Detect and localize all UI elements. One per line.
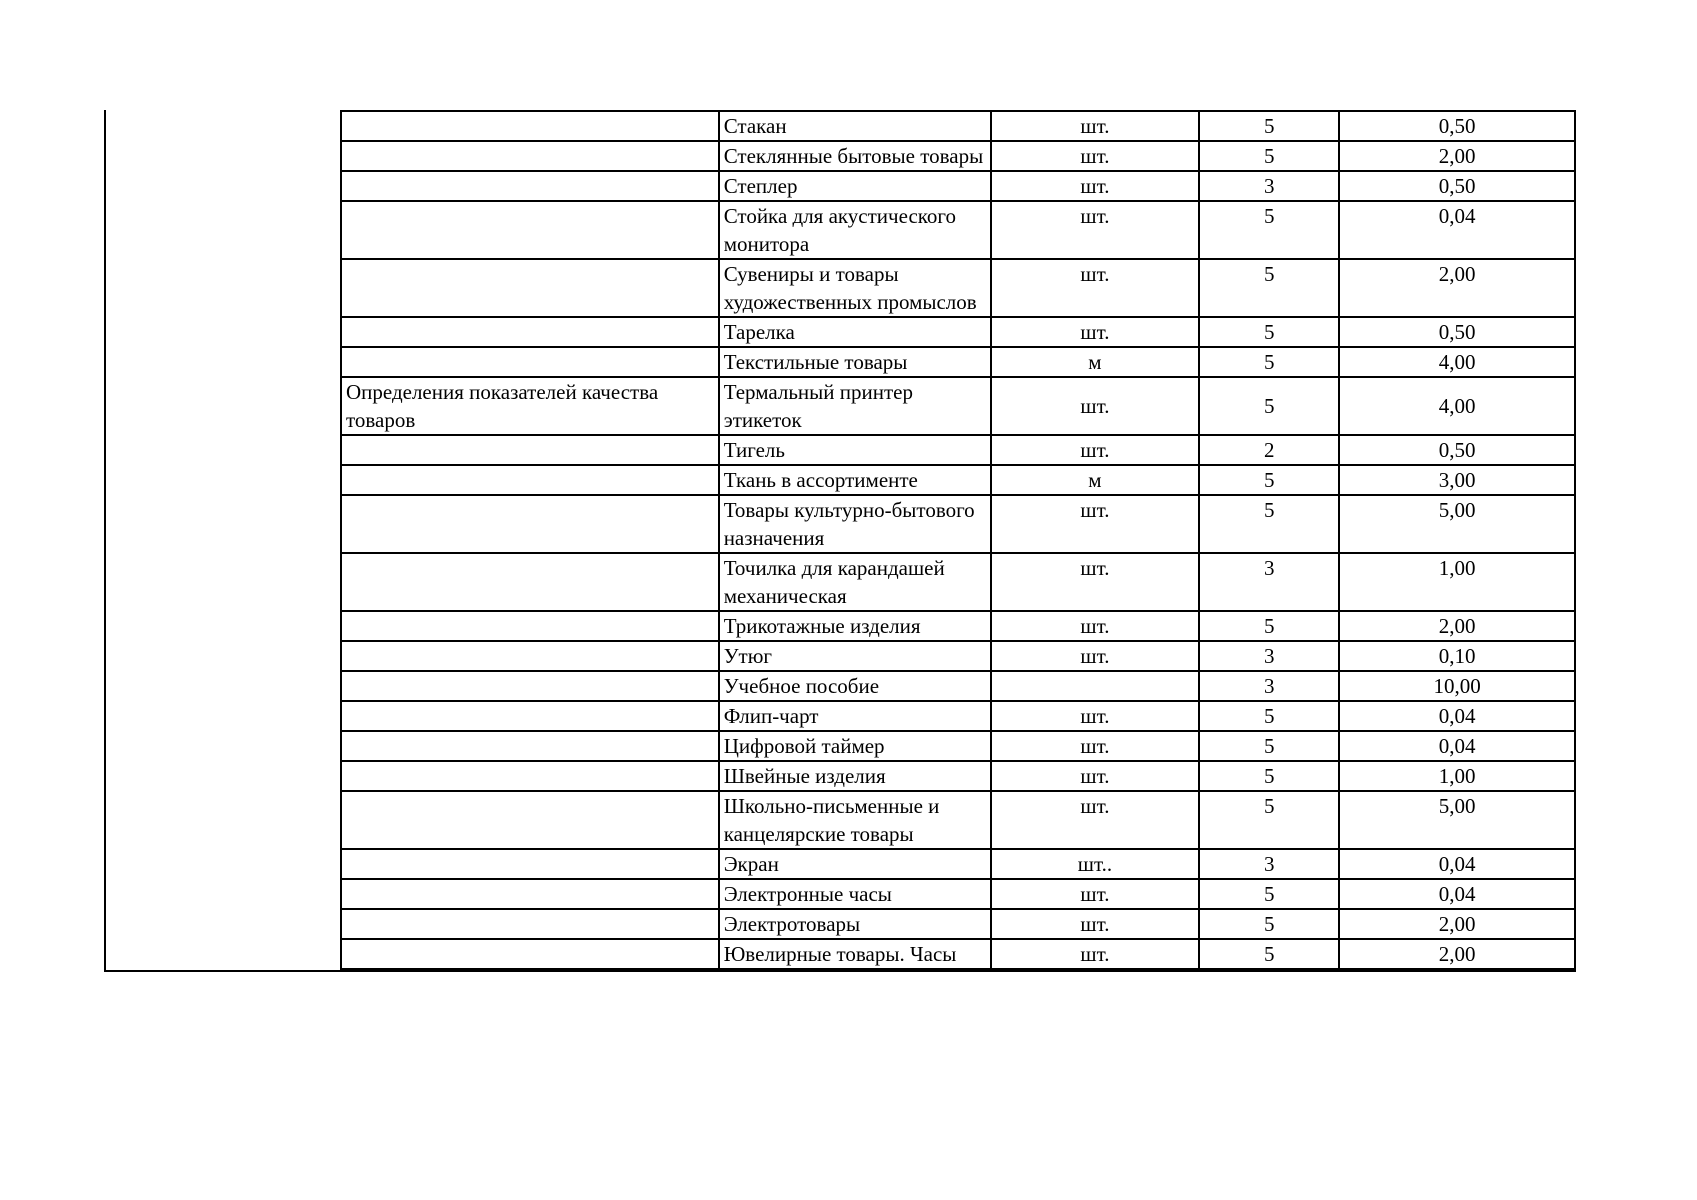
group-cell — [341, 201, 719, 259]
unit-cell: шт. — [991, 111, 1200, 141]
table-row — [341, 259, 1575, 317]
group-cell — [341, 671, 719, 701]
value-cell: 0,50 — [1339, 171, 1575, 201]
unit-cell: шт. — [991, 611, 1200, 641]
item-name-cell: Экран — [719, 849, 991, 879]
group-cell — [341, 171, 719, 201]
table-row — [341, 731, 1575, 761]
group-cell — [341, 141, 719, 171]
table-row — [341, 495, 1575, 553]
unit-cell: шт. — [991, 641, 1200, 671]
quantity-cell: 3 — [1199, 553, 1339, 611]
item-name-cell: Утюг — [719, 641, 991, 671]
table-row — [341, 171, 1575, 201]
table-row — [341, 879, 1575, 909]
unit-cell: м — [991, 347, 1200, 377]
group-cell — [341, 553, 719, 611]
value-cell: 4,00 — [1339, 347, 1575, 377]
unit-cell: шт. — [991, 701, 1200, 731]
value-cell: 0,10 — [1339, 641, 1575, 671]
item-name-cell: Электронные часы — [719, 879, 991, 909]
value-cell: 2,00 — [1339, 259, 1575, 317]
table-row — [341, 641, 1575, 671]
inventory-table-body — [341, 111, 1575, 969]
table-row — [341, 317, 1575, 347]
value-cell: 10,00 — [1339, 671, 1575, 701]
group-cell — [341, 611, 719, 641]
item-name-cell: Учебное пособие — [719, 671, 991, 701]
table-row — [341, 377, 1575, 435]
group-cell — [341, 879, 719, 909]
unit-cell: шт. — [991, 201, 1200, 259]
quantity-cell: 5 — [1199, 317, 1339, 347]
item-name-cell: Стакан — [719, 111, 991, 141]
unit-cell: шт. — [991, 761, 1200, 791]
group-cell — [341, 465, 719, 495]
quantity-cell: 5 — [1199, 611, 1339, 641]
value-cell: 3,00 — [1339, 465, 1575, 495]
unit-cell: шт. — [991, 731, 1200, 761]
group-cell — [341, 731, 719, 761]
table-row — [341, 553, 1575, 611]
table-row — [341, 141, 1575, 171]
group-cell — [341, 849, 719, 879]
group-cell — [341, 701, 719, 731]
item-name-cell: Швейные изделия — [719, 761, 991, 791]
value-cell: 1,00 — [1339, 553, 1575, 611]
group-cell — [341, 909, 719, 939]
item-name-cell: Флип-чарт — [719, 701, 991, 731]
table-row — [341, 347, 1575, 377]
unit-cell: шт. — [991, 939, 1200, 969]
table-row — [341, 761, 1575, 791]
group-cell — [341, 495, 719, 553]
unit-cell: шт. — [991, 377, 1200, 435]
quantity-cell: 5 — [1199, 761, 1339, 791]
unit-cell: шт. — [991, 317, 1200, 347]
group-cell: Определения показателей качества товаров — [341, 377, 719, 435]
item-name-cell: Сувениры и товары художественных промыслов — [719, 259, 991, 317]
value-cell: 0,04 — [1339, 201, 1575, 259]
item-name-cell: Цифровой таймер — [719, 731, 991, 761]
quantity-cell: 5 — [1199, 939, 1339, 969]
table-row — [341, 791, 1575, 849]
value-cell: 0,50 — [1339, 317, 1575, 347]
value-cell: 2,00 — [1339, 939, 1575, 969]
table-row — [341, 671, 1575, 701]
value-cell: 5,00 — [1339, 495, 1575, 553]
unit-cell — [991, 671, 1200, 701]
quantity-cell: 5 — [1199, 731, 1339, 761]
unit-cell: шт.. — [991, 849, 1200, 879]
unit-cell: м — [991, 465, 1200, 495]
unit-cell: шт. — [991, 171, 1200, 201]
unit-cell: шт. — [991, 879, 1200, 909]
document-table-frame — [104, 110, 1576, 972]
item-name-cell: Тигель — [719, 435, 991, 465]
table-row — [341, 611, 1575, 641]
group-cell — [341, 111, 719, 141]
item-name-cell: Точилка для карандашей механическая — [719, 553, 991, 611]
unit-cell: шт. — [991, 141, 1200, 171]
group-cell — [341, 347, 719, 377]
value-cell: 2,00 — [1339, 141, 1575, 171]
quantity-cell: 3 — [1199, 849, 1339, 879]
value-cell: 1,00 — [1339, 761, 1575, 791]
item-name-cell: Школьно-письменные и канцелярские товары — [719, 791, 991, 849]
value-cell: 0,04 — [1339, 701, 1575, 731]
quantity-cell: 5 — [1199, 465, 1339, 495]
quantity-cell: 5 — [1199, 879, 1339, 909]
quantity-cell: 5 — [1199, 259, 1339, 317]
quantity-cell: 5 — [1199, 141, 1339, 171]
value-cell: 2,00 — [1339, 909, 1575, 939]
item-name-cell: Термальный принтер этикеток — [719, 377, 991, 435]
group-cell — [341, 435, 719, 465]
table-row — [341, 909, 1575, 939]
group-cell — [341, 259, 719, 317]
quantity-cell: 5 — [1199, 495, 1339, 553]
quantity-cell: 3 — [1199, 671, 1339, 701]
table-row — [341, 465, 1575, 495]
item-name-cell: Тарелка — [719, 317, 991, 347]
unit-cell: шт. — [991, 259, 1200, 317]
item-name-cell: Ювелирные товары. Часы — [719, 939, 991, 969]
item-name-cell: Степлер — [719, 171, 991, 201]
group-cell — [341, 317, 719, 347]
quantity-cell: 2 — [1199, 435, 1339, 465]
group-cell — [341, 761, 719, 791]
item-name-cell: Электротовары — [719, 909, 991, 939]
quantity-cell: 5 — [1199, 111, 1339, 141]
value-cell: 0,50 — [1339, 111, 1575, 141]
unit-cell: шт. — [991, 435, 1200, 465]
value-cell: 4,00 — [1339, 377, 1575, 435]
quantity-cell: 5 — [1199, 909, 1339, 939]
group-cell — [341, 791, 719, 849]
item-name-cell: Стойка для акустического монитора — [719, 201, 991, 259]
item-name-cell: Товары культурно-бытового назначения — [719, 495, 991, 553]
value-cell: 0,04 — [1339, 879, 1575, 909]
item-name-cell: Стеклянные бытовые товары — [719, 141, 991, 171]
group-cell — [341, 641, 719, 671]
table-row — [341, 201, 1575, 259]
quantity-cell: 3 — [1199, 641, 1339, 671]
value-cell: 5,00 — [1339, 791, 1575, 849]
unit-cell: шт. — [991, 495, 1200, 553]
value-cell: 0,04 — [1339, 731, 1575, 761]
value-cell: 0,50 — [1339, 435, 1575, 465]
table-row — [341, 701, 1575, 731]
table-row — [341, 939, 1575, 969]
unit-cell: шт. — [991, 791, 1200, 849]
group-cell — [341, 939, 719, 969]
table-row — [341, 435, 1575, 465]
item-name-cell: Ткань в ассортименте — [719, 465, 991, 495]
quantity-cell: 5 — [1199, 201, 1339, 259]
quantity-cell: 5 — [1199, 377, 1339, 435]
unit-cell: шт. — [991, 909, 1200, 939]
value-cell: 0,04 — [1339, 849, 1575, 879]
item-name-cell: Текстильные товары — [719, 347, 991, 377]
inventory-table — [340, 110, 1576, 970]
unit-cell: шт. — [991, 553, 1200, 611]
quantity-cell: 5 — [1199, 791, 1339, 849]
quantity-cell: 3 — [1199, 171, 1339, 201]
table-row — [341, 849, 1575, 879]
item-name-cell: Трикотажные изделия — [719, 611, 991, 641]
quantity-cell: 5 — [1199, 701, 1339, 731]
table-row — [341, 111, 1575, 141]
value-cell: 2,00 — [1339, 611, 1575, 641]
quantity-cell: 5 — [1199, 347, 1339, 377]
